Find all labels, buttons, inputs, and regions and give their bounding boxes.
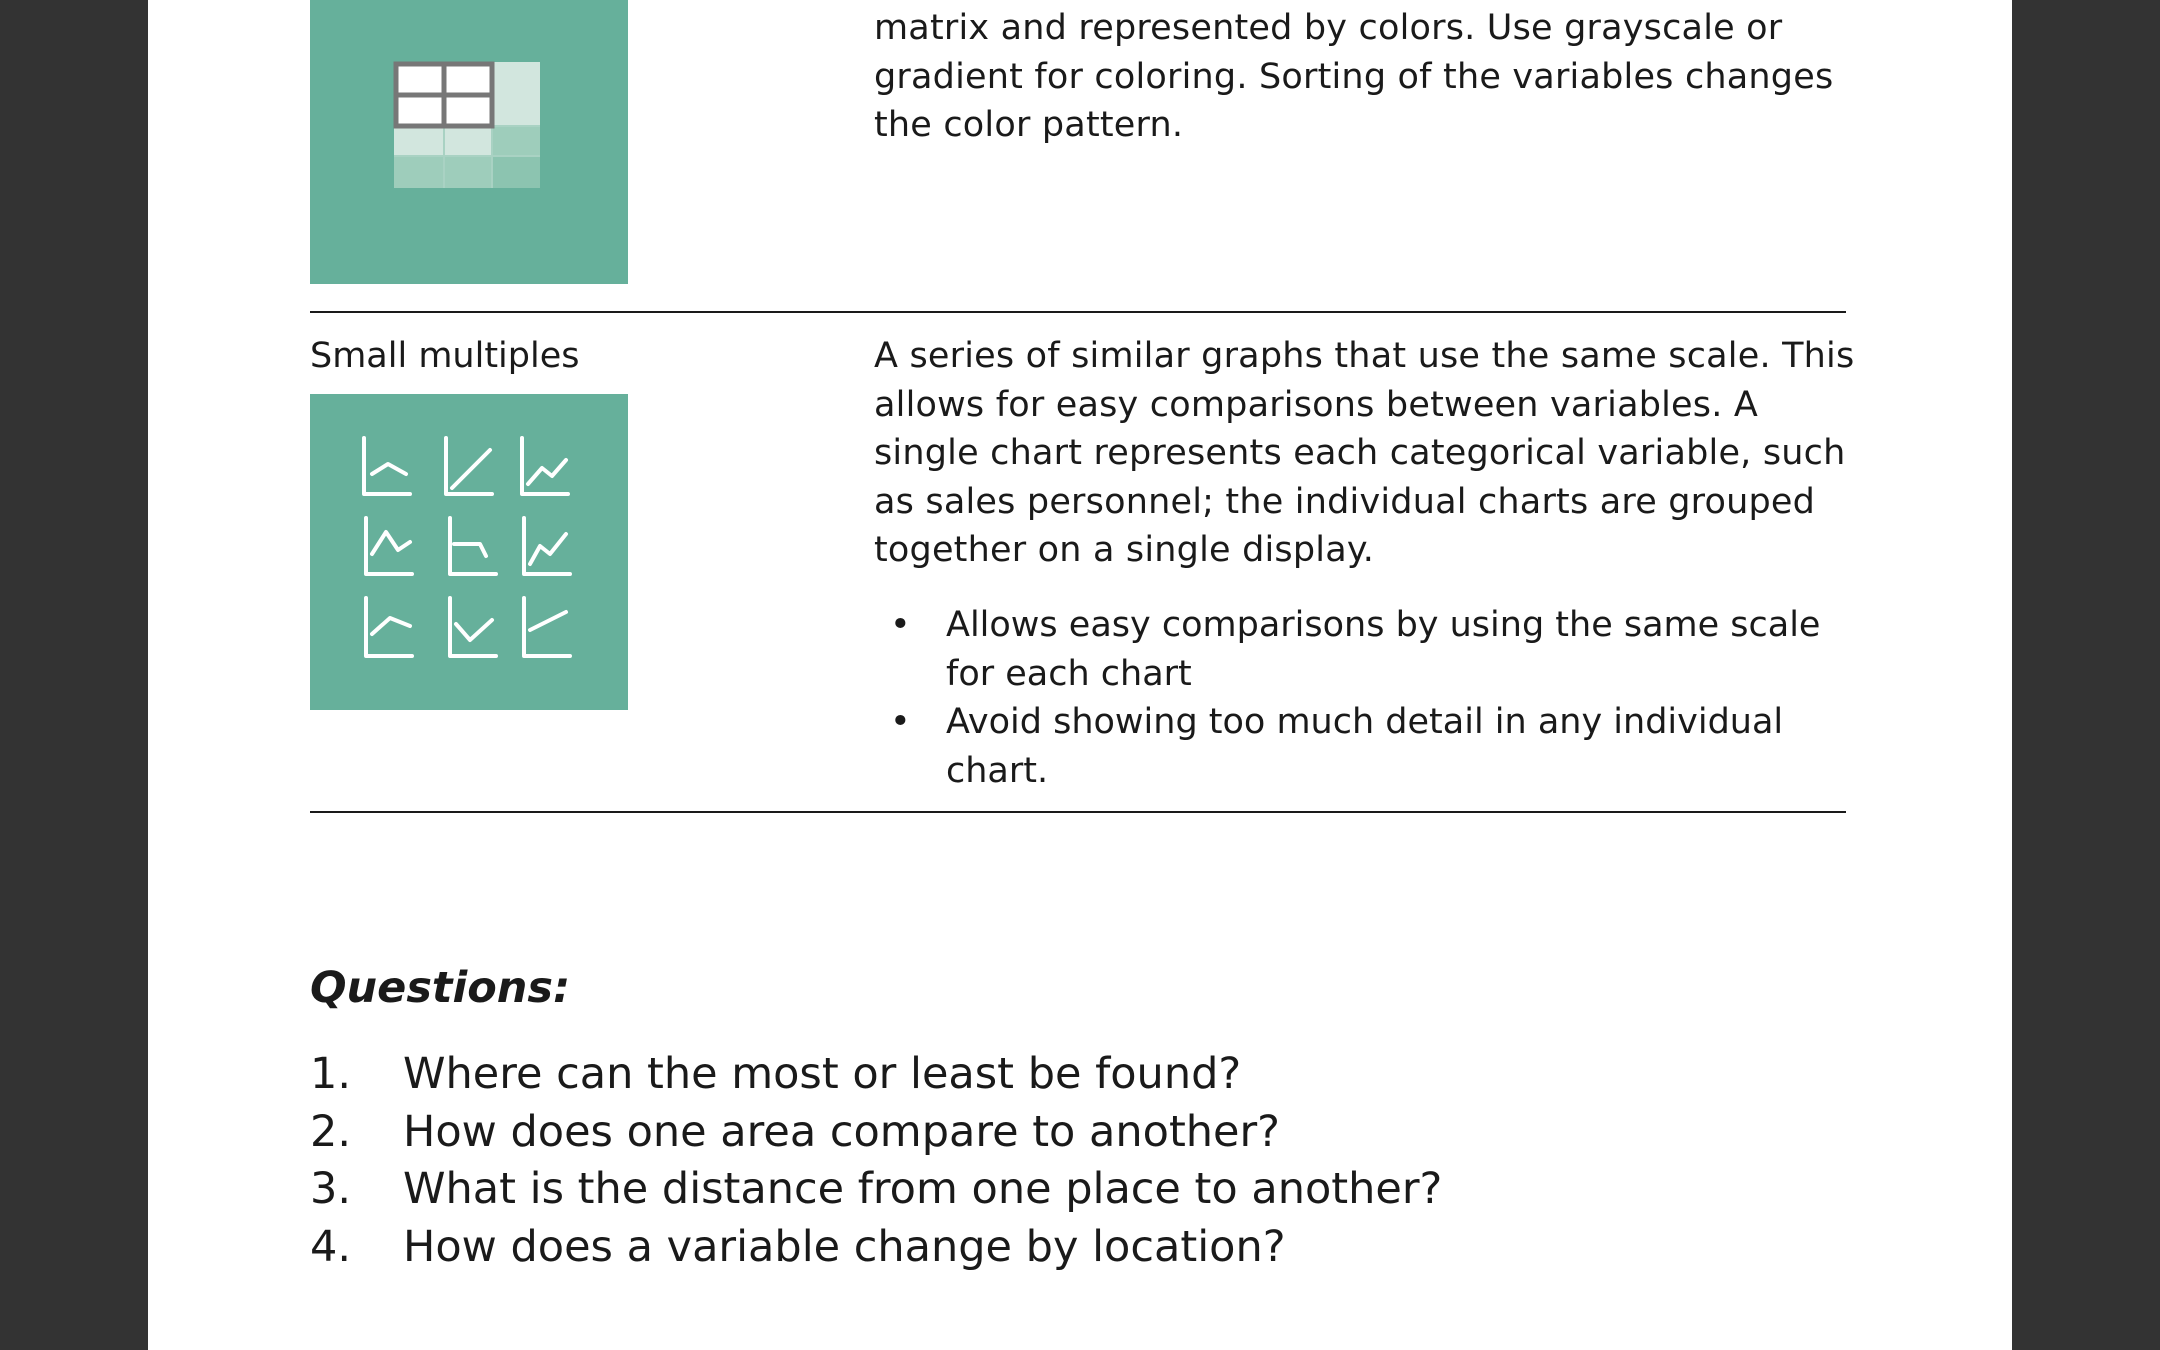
- small-multiples-description: A series of similar graphs that use the same scale. This allows for easy comparisons between variables. A single chart represents each categorical variable, such as sales personnel; the individual charts are grouped together on a single display.: [874, 336, 1855, 570]
- question-item: 2. How does one area compare to another?: [310, 1106, 1281, 1157]
- question-item: 1. Where can the most or least be found?: [310, 1049, 1242, 1099]
- question-item: 4. How does a variable change by location?: [310, 1221, 1286, 1272]
- questions-heading: Questions:: [310, 963, 571, 1013]
- small-multiples-bullets: [870, 601, 1830, 795]
- bullet-item: • Allows easy comparisons by using the same scale for each chart: [870, 601, 1830, 698]
- row-divider: [310, 311, 1846, 313]
- heatmap-icon: [310, 0, 628, 284]
- small-multiples-thumbnail: [310, 394, 628, 710]
- heatmap-thumbnail: [310, 0, 628, 284]
- question-item: 3. What is the distance from one place to another?: [310, 1164, 1443, 1214]
- row-label-small-multiples: Small multiples: [310, 336, 580, 376]
- heatmap-description: matrix and represented by colors. Use grayscale or gradient for coloring. Sorting of the variables changes the color pattern.: [874, 8, 1834, 145]
- bullet-item: • Avoid showing too much detail in any individual chart.: [870, 698, 1830, 795]
- row-divider: [310, 811, 1846, 813]
- small-multiples-icon: [310, 394, 628, 710]
- bullet-icon: •: [890, 605, 911, 645]
- bullet-icon: •: [890, 702, 911, 742]
- document-page: [148, 0, 2012, 1350]
- questions-list: [310, 1046, 1442, 1276]
